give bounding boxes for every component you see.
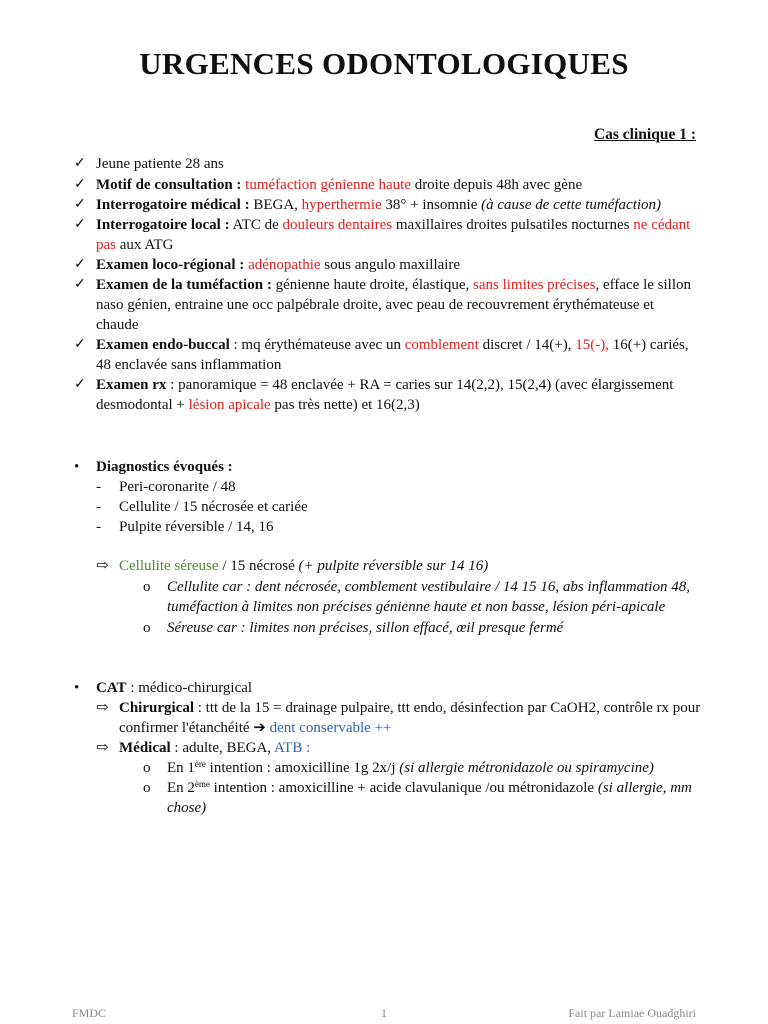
check-item-tumefaction: ✓ Examen de la tuméfaction : génienne haute droite, élastique, sans limites précises, efface le sillon naso génien, entraine une occ palpébrale droite, avec peau de recouvrement érythémateuse et chaude [74,277,691,333]
right-arrow-icon: ➔ [253,720,266,736]
circle-bullet-icon: o [143,780,151,796]
arrow-icon: ⇨ [96,700,109,716]
circle-bullet-icon: o [143,579,151,595]
cat-heading: CAT : médico-chirurgical [96,680,253,696]
circle-bullet-icon: o [143,760,151,776]
dash-icon: - [96,479,101,495]
page-title: URGENCES ODONTOLOGIQUES [139,46,629,81]
case-label: Cas clinique 1 : [593,126,696,143]
arrow-icon: ⇨ [96,558,109,574]
diagnostic-argument-cellulite: Cellulite car : dent nécrosée, comblement vestibulaire / 14 15 16, abs inflammation 48, tuméfaction à limites non précises génienne haute et non basse, lésion péri-apicale [167,579,690,615]
dash-icon: - [96,499,101,515]
check-item-loco-regional: ✓ Examen loco-régional : adénopathie sous angulo maxillaire [74,257,461,273]
cat-medical: Médical : adulte, BEGA, ATB : [119,740,311,756]
cat-first-intention: En 1ère intention : amoxicilline 1g 2x/j (si allergie métronidazole ou spiramycine) [167,759,654,776]
diagnostic-item: Peri-coronarite / 48 [119,479,236,495]
check-item-interro-medical: ✓ Interrogatoire médical : BEGA, hyperthermie 38° + insomnie (à cause de cette tuméfaction) [74,197,662,213]
checkmark-icon: ✓ [74,257,86,272]
diagnostic-item: Cellulite / 15 nécrosée et cariée [119,499,308,515]
checkmark-icon: ✓ [74,156,86,171]
footer-left: FMDC [72,1006,107,1020]
checkmark-icon: ✓ [74,197,86,212]
circle-bullet-icon: o [143,620,151,636]
checkmark-icon: ✓ [74,217,86,232]
checkmark-icon: ✓ [74,337,86,352]
check-item-motif: ✓ Motif de consultation : tuméfaction génienne haute droite depuis 48h avec gène [74,177,583,193]
footer-author: Fait par Lamiae Ouadghiri [568,1006,696,1020]
bullet-icon: • [74,459,80,475]
diagnostic-conclusion: Cellulite séreuse / 15 nécrosé (+ pulpite réversible sur 14 16) [119,558,489,574]
check-item-endo-buccal: ✓ Examen endo-buccal : mq érythémateuse avec un comblement discret / 14(+), 15(-), 16(+) cariés, 48 enclavée sans inflammation [74,337,689,373]
check-item-rx: ✓ Examen rx : panoramique = 48 enclavée + RA = caries sur 14(2,2), 15(2,4) (avec élargissement desmodontal + lésion apicale pas très nette) et 16(2,3) [74,377,674,413]
diagnostics-heading: Diagnostics évoqués : [96,459,233,475]
diagnostic-argument-sereuse: Séreuse car : limites non précises, sillon effacé, œil presque fermé [167,620,564,636]
arrow-icon: ⇨ [96,740,109,756]
diagnostic-item: Pulpite réversible / 14, 16 [119,519,274,535]
check-item-interro-local: ✓ Interrogatoire local : ATC de douleurs dentaires maxillaires droites pulsatiles nocturnes ne cédant pas aux ATG [74,217,691,253]
bullet-icon: • [74,680,80,696]
page-number: 1 [381,1006,387,1020]
cat-chirurgical: Chirurgical : ttt de la 15 = drainage pulpaire, ttt endo, désinfection par CaOH2, contrôle rx pour confirmer l'étanchéité ➔ dent conservable ++ [119,700,701,736]
dash-icon: - [96,519,101,535]
checkmark-icon: ✓ [74,377,86,392]
check-item-age: ✓ Jeune patiente 28 ans [74,156,224,172]
cat-second-intention: En 2ème intention : amoxicilline + acide clavulanique /ou métronidazole (si allergie, mm chose) [167,779,692,816]
checkmark-icon: ✓ [74,177,86,192]
checkmark-icon: ✓ [74,277,86,292]
